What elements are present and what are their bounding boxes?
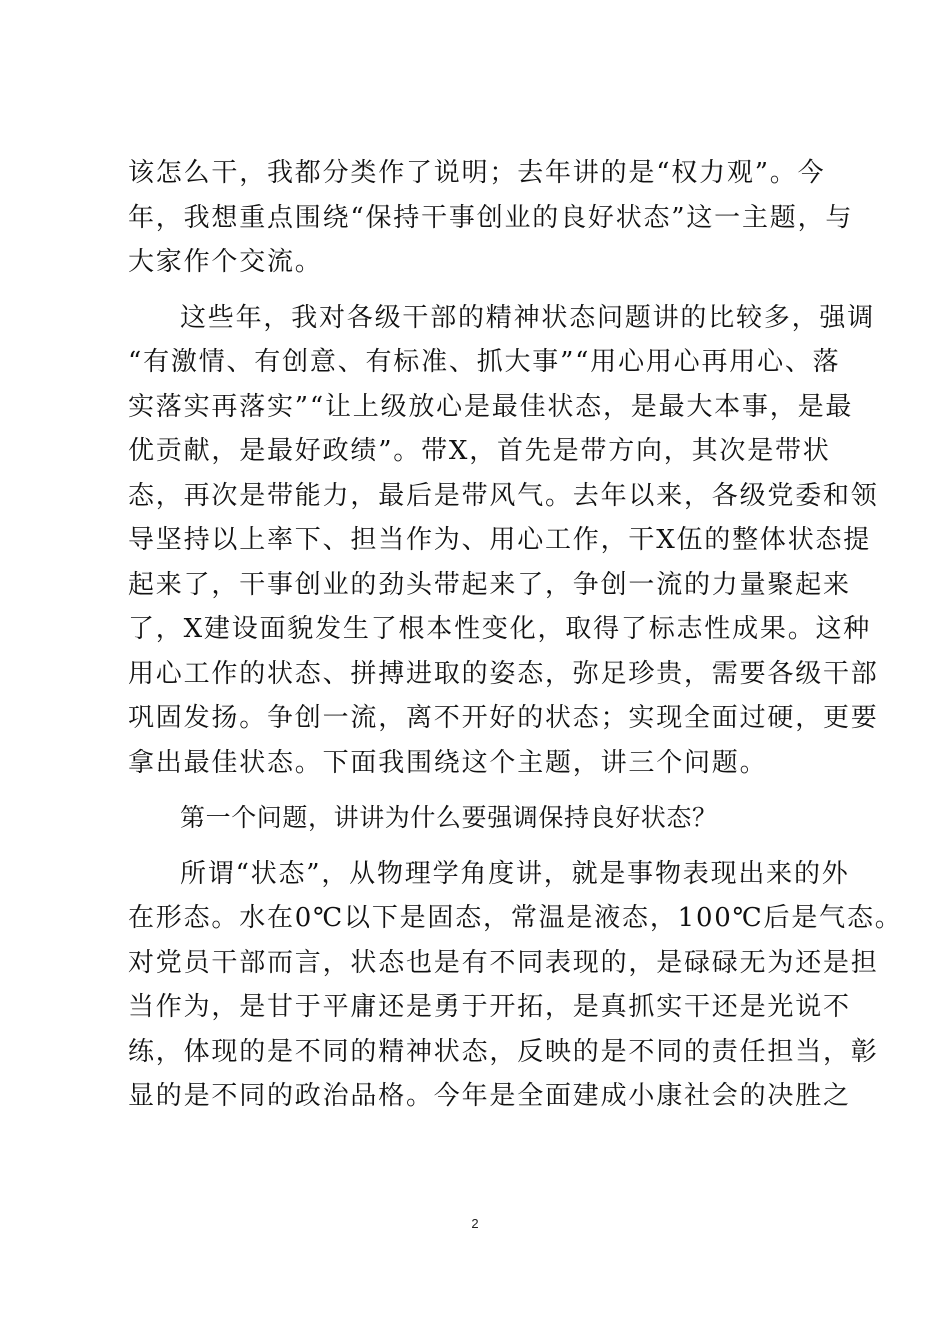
text-line: 大家作个交流。 (128, 247, 323, 277)
document-body (128, 151, 903, 1119)
text-line: 对党员干部而言，状态也是有不同表现的，是碌碌无为还是担 (128, 947, 879, 978)
paragraph (128, 296, 879, 786)
text-line: 优贡献，是最好政绩”。带X，首先是带方向，其次是带状 (128, 436, 831, 466)
text-line: “有激情、有创意、有标准、抓大事”“用心用心再用心、落 (128, 347, 841, 377)
text-line: 这些年，我对各级干部的精神状态问题讲的比较多，强调 (180, 302, 876, 333)
page-number: 2 (471, 1216, 479, 1231)
paragraph (128, 852, 903, 1119)
text-line: 用心工作的状态、拼搏进取的姿态，弥足珍贵，需要各级干部 (128, 658, 879, 689)
text-line: 实落实再落实”“让上级放心是最佳状态，是最大本事，是最 (128, 391, 854, 422)
text-line: 了，X建设面貌发生了根本性变化，取得了标志性成果。这种 (128, 614, 872, 644)
text-line: 在形态。水在0℃以下是固态，常温是液态，100℃后是气态。 (128, 903, 903, 933)
text-line: 拿出最佳状态。下面我围绕这个主题，讲三个问题。 (128, 747, 768, 778)
text-line: 态，再次是带能力，最后是带风气。去年以来，各级党委和领 (128, 480, 879, 511)
paragraph (128, 151, 854, 285)
text-line: 该怎么干，我都分类作了说明；去年讲的是“权力观”。今 (128, 158, 826, 188)
text-line: 所谓“状态”，从物理学角度讲，就是事物表现出来的外 (180, 858, 850, 889)
text-line: 当作为，是甘于平庸还是勇于开拓，是真抓实干还是光说不 (128, 992, 851, 1022)
text-line: 练，体现的是不同的精神状态，反映的是不同的责任担当，彰 (128, 1036, 879, 1067)
text-line: 年，我想重点围绕“保持干事创业的良好状态”这一主题，与 (128, 202, 854, 233)
text-line: 显的是不同的政治品格。今年是全面建成小康社会的决胜之 (128, 1081, 851, 1111)
text-line: 导坚持以上率下、担当作为、用心工作，干X伍的整体状态提 (128, 525, 872, 555)
section-heading (128, 796, 824, 841)
text-line: 巩固发扬。争创一流，离不开好的状态；实现全面过硬，更要 (128, 703, 879, 733)
text-line: 起来了，干事创业的劲头带起来了，争创一流的力量聚起来 (128, 569, 851, 600)
section-heading-text: 第一个问题，讲讲为什么要强调保持良好状态？ (180, 803, 718, 832)
